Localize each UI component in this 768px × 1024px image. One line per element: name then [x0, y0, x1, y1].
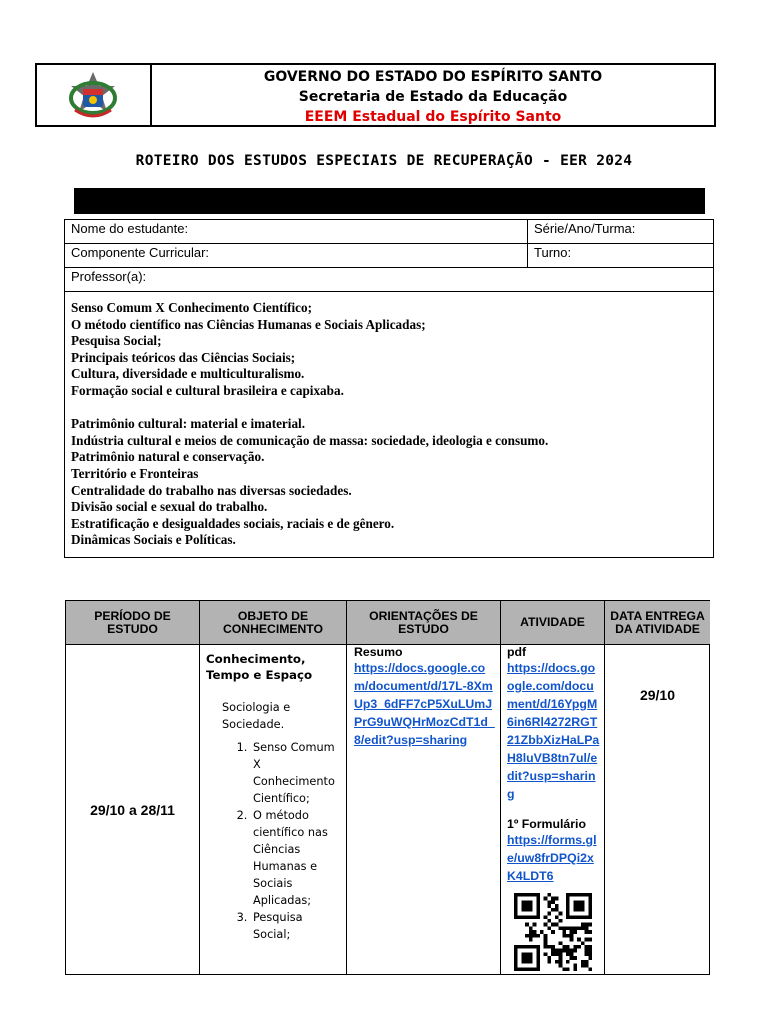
list-item: 3. Pesquisa Social;: [251, 909, 342, 943]
topic-item: Patrimônio natural e conservação.: [71, 449, 265, 465]
summary-doc-link[interactable]: https://docs.google.com/document/d/17L-8XmUp3_6dFF7cP5XuLUmJPrG9uWQHrMozCdT1d_8/edit?usp=sharing: [354, 661, 495, 747]
guidance-cell: [347, 645, 500, 974]
topic-item: Senso Comum X Conhecimento Científico;: [71, 300, 313, 315]
guidance-header: ORIENTAÇÕES DE ESTUDO: [347, 601, 500, 645]
topics-list: [64, 291, 714, 558]
due-column: [605, 601, 710, 974]
topic-item: O método científico nas Ciências Humanas e Sociais Aplicadas;: [71, 316, 426, 332]
period-column: [66, 601, 200, 974]
period-value: 29/10 a 28/11: [90, 801, 175, 818]
list-item: 1. Senso Comum X Conhecimento Científico;: [251, 739, 342, 807]
topic-item: Patrimônio cultural: material e imaterial.: [71, 416, 306, 432]
shift-field[interactable]: Turno:: [528, 244, 714, 268]
topic-item: Principais teóricos das Ciências Sociais;: [71, 349, 296, 365]
guidance-label: Resumo: [354, 645, 403, 659]
object-title: Conhecimento, Tempo e Espaço: [206, 652, 313, 682]
coat-of-arms-icon: [65, 70, 121, 124]
guidance-column: [347, 601, 501, 974]
government-name: GOVERNO DO ESTADO DO ESPÍRITO SANTO: [263, 69, 603, 85]
topic-item: Estratificação e desigualdades sociais, raciais e de gênero.: [71, 515, 395, 531]
object-column: [200, 601, 347, 974]
topic-item: Dinâmicas Sociais e Políticas.: [71, 532, 236, 548]
topic-item: Divisão social e sexual do trabalho.: [71, 499, 268, 515]
school-name: EEEM Estadual do Espírito Santo: [304, 109, 562, 125]
topic-gap: [71, 400, 707, 417]
activity-label: pdf: [507, 645, 527, 659]
logo-cell: [37, 65, 152, 125]
topic-item: Pesquisa Social;: [71, 333, 162, 349]
object-header: OBJETO DE CONHECIMENTO: [200, 601, 346, 645]
due-date: 29/10: [639, 687, 676, 703]
activity-header: ATIVIDADE: [501, 601, 604, 645]
component-field[interactable]: Componente Curricular:: [65, 244, 528, 268]
activity-pdf-link[interactable]: https://docs.google.com/document/d/16YpgM6in6Rl4272RGT21ZbbXizHaLPaH8luVB8tn7ul/edit?usp=sharing: [507, 661, 600, 801]
topic-item: Indústria cultural e meios de comunicação de massa: sociedade, ideologia e consumo.: [71, 432, 549, 448]
document-title: ROTEIRO DOS ESTUDOS ESPECIAIS DE RECUPERAÇÃO - EER 2024: [135, 153, 633, 169]
study-plan-table: [65, 600, 710, 975]
form-label: 1º Formulário: [507, 817, 586, 831]
topic-item: Formação social e cultural brasileira e capixaba.: [71, 382, 344, 398]
period-header: PERÍODO DE ESTUDO: [66, 601, 199, 645]
object-cell: [200, 645, 346, 974]
activity-cell: [501, 645, 604, 974]
secretariat-name: Secretaria de Estado da Educação: [298, 89, 568, 105]
activity-column: [501, 601, 605, 974]
student-info-table: [64, 219, 714, 292]
teacher-field[interactable]: Professor(a):: [65, 268, 714, 292]
student-name-field[interactable]: Nome do estudante:: [65, 220, 528, 244]
redaction-bar: [74, 188, 705, 214]
grade-field[interactable]: Série/Ano/Turma:: [528, 220, 714, 244]
qr-code-icon[interactable]: [513, 893, 593, 971]
header-text: [152, 65, 714, 125]
header-box: [35, 63, 716, 127]
topic-item: Centralidade do trabalho nas diversas sociedades.: [71, 482, 352, 498]
topic-item: Território e Fronteiras: [71, 465, 199, 481]
form-link[interactable]: https://forms.gle/uw8frDPQi2xK4LDT6: [507, 833, 597, 883]
due-header: DATA ENTREGA DA ATIVIDADE: [605, 601, 710, 645]
object-subtitle: Sociologia e Sociedade.: [222, 701, 291, 731]
object-list: [206, 739, 342, 943]
topic-item: Cultura, diversidade e multiculturalismo.: [71, 366, 305, 382]
list-item: 2. O método científico nas Ciências Humanas e Sociais Aplicadas;: [251, 807, 342, 909]
